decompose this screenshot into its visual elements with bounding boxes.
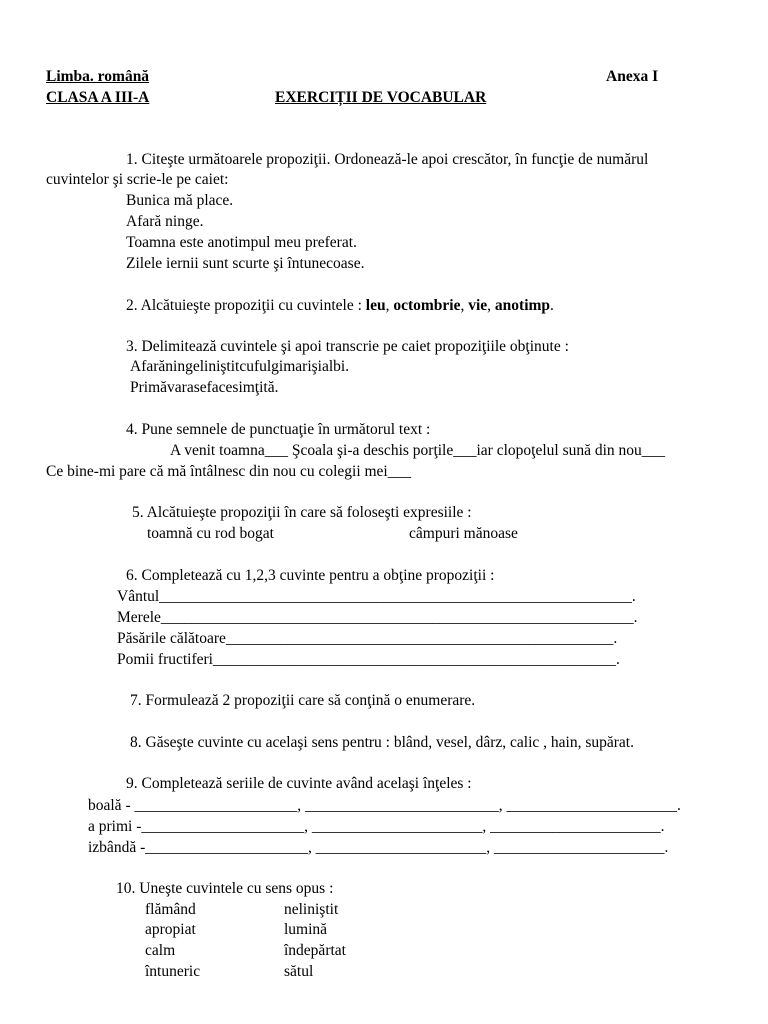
ex5-expression-1: toamnă cu rod bogat [147,525,274,542]
ex10-left-word: flămând [145,901,196,918]
ex10-left-word: apropiat [145,921,196,938]
ex1-sentence: Afară ninge. [126,213,204,230]
ex1-instruction-line1: 1. Citeşte următoarele propoziţii. Ordonează-le apoi crescător, în funcţie de numărul [126,151,649,168]
ex5-expression-2: câmpuri mănoase [409,525,518,542]
ex3-line: Primăvarasefacesimţită. [130,379,279,396]
ex2-word: octombrie [393,297,461,314]
ex2-word: leu [365,297,386,314]
class-label: CLASA A III-A [46,89,150,106]
ex1-sentence: Toamna este anotimpul meu preferat. [126,234,357,251]
ex3-instruction: 3. Delimitează cuvintele şi apoi transcrie pe caiet propoziţiile obţinute : [126,338,569,355]
ex6-fill-line: Merele_____________________________________________________________. [117,609,638,626]
ex10-instruction: 10. Uneşte cuvintele cu sens opus : [116,880,334,897]
ex1-sentence: Zilele iernii sunt scurte şi întunecoase. [126,255,365,272]
ex10-right-word: lumină [284,921,328,938]
ex9-instruction: 9. Completează seriile de cuvinte având acelaşi înţeles : [126,775,472,792]
ex7-instruction: 7. Formulează 2 propoziţii care să conţină o enumerare. [130,692,476,709]
ex4-text-line2: Ce bine-mi pare că mă întâlnesc din nou cu colegii mei___ [46,463,411,480]
ex9-series-line: a primi -_____________________, ______________________, ______________________. [88,818,665,835]
ex1-sentence: Bunica mă place. [126,192,234,209]
ex1-instruction-line2: cuvintelor şi scrie-le pe caiet: [46,171,229,188]
ex10-left-word: întuneric [145,963,201,980]
ex6-fill-line: Păsările călătoare__________________________________________________. [117,630,618,647]
ex10-left-word: calm [145,942,176,959]
ex2-word: vie [468,297,488,314]
subject-label: Limba. română [46,68,150,85]
ex5-instruction: 5. Alcătuieşte propoziţii în care să foloseşti expresiile : [132,504,472,521]
page-title: EXERCIȚII DE VOCABULAR [275,89,487,106]
ex6-fill-line: Pomii fructiferi____________________________________________________. [117,651,620,668]
ex10-right-word: neliniştit [284,901,339,918]
ex6-instruction: 6. Completează cu 1,2,3 cuvinte pentru a obţine propoziţii : [126,567,495,584]
ex9-series-line: izbândă -_____________________, ______________________, ______________________. [88,839,669,856]
ex2-prefix: 2. Alcătuieşte propoziţii cu cuvintele : [126,297,366,314]
ex2-separator: , [460,297,469,314]
ex2-separator: , [385,297,394,314]
annex-label: Anexa I [606,68,659,85]
ex6-fill-line: Vântul_____________________________________________________________. [117,588,636,605]
ex4-instruction: 4. Pune semnele de punctuaţie în următorul text : [126,421,431,438]
ex2-separator: , [487,297,495,314]
ex2-end: . [550,297,554,314]
ex2-instruction [126,297,554,315]
ex10-right-word: îndepărtat [284,942,346,959]
ex3-line: Afarăningeliniştitcufulgimarişialbi. [130,358,350,375]
ex8-instruction: 8. Găseşte cuvinte cu acelaşi sens pentru : blând, vesel, dârz, calic , hain, supărat. [130,734,634,751]
ex4-text-line1: A venit toamna___ Şcoala şi-a deschis porţile___iar clopoţelul sună din nou___ [170,442,666,459]
ex9-series-line: boală - _____________________, _________________________, ______________________. [88,797,681,814]
ex10-right-word: sătul [284,963,314,980]
ex2-word: anotimp [494,297,551,314]
